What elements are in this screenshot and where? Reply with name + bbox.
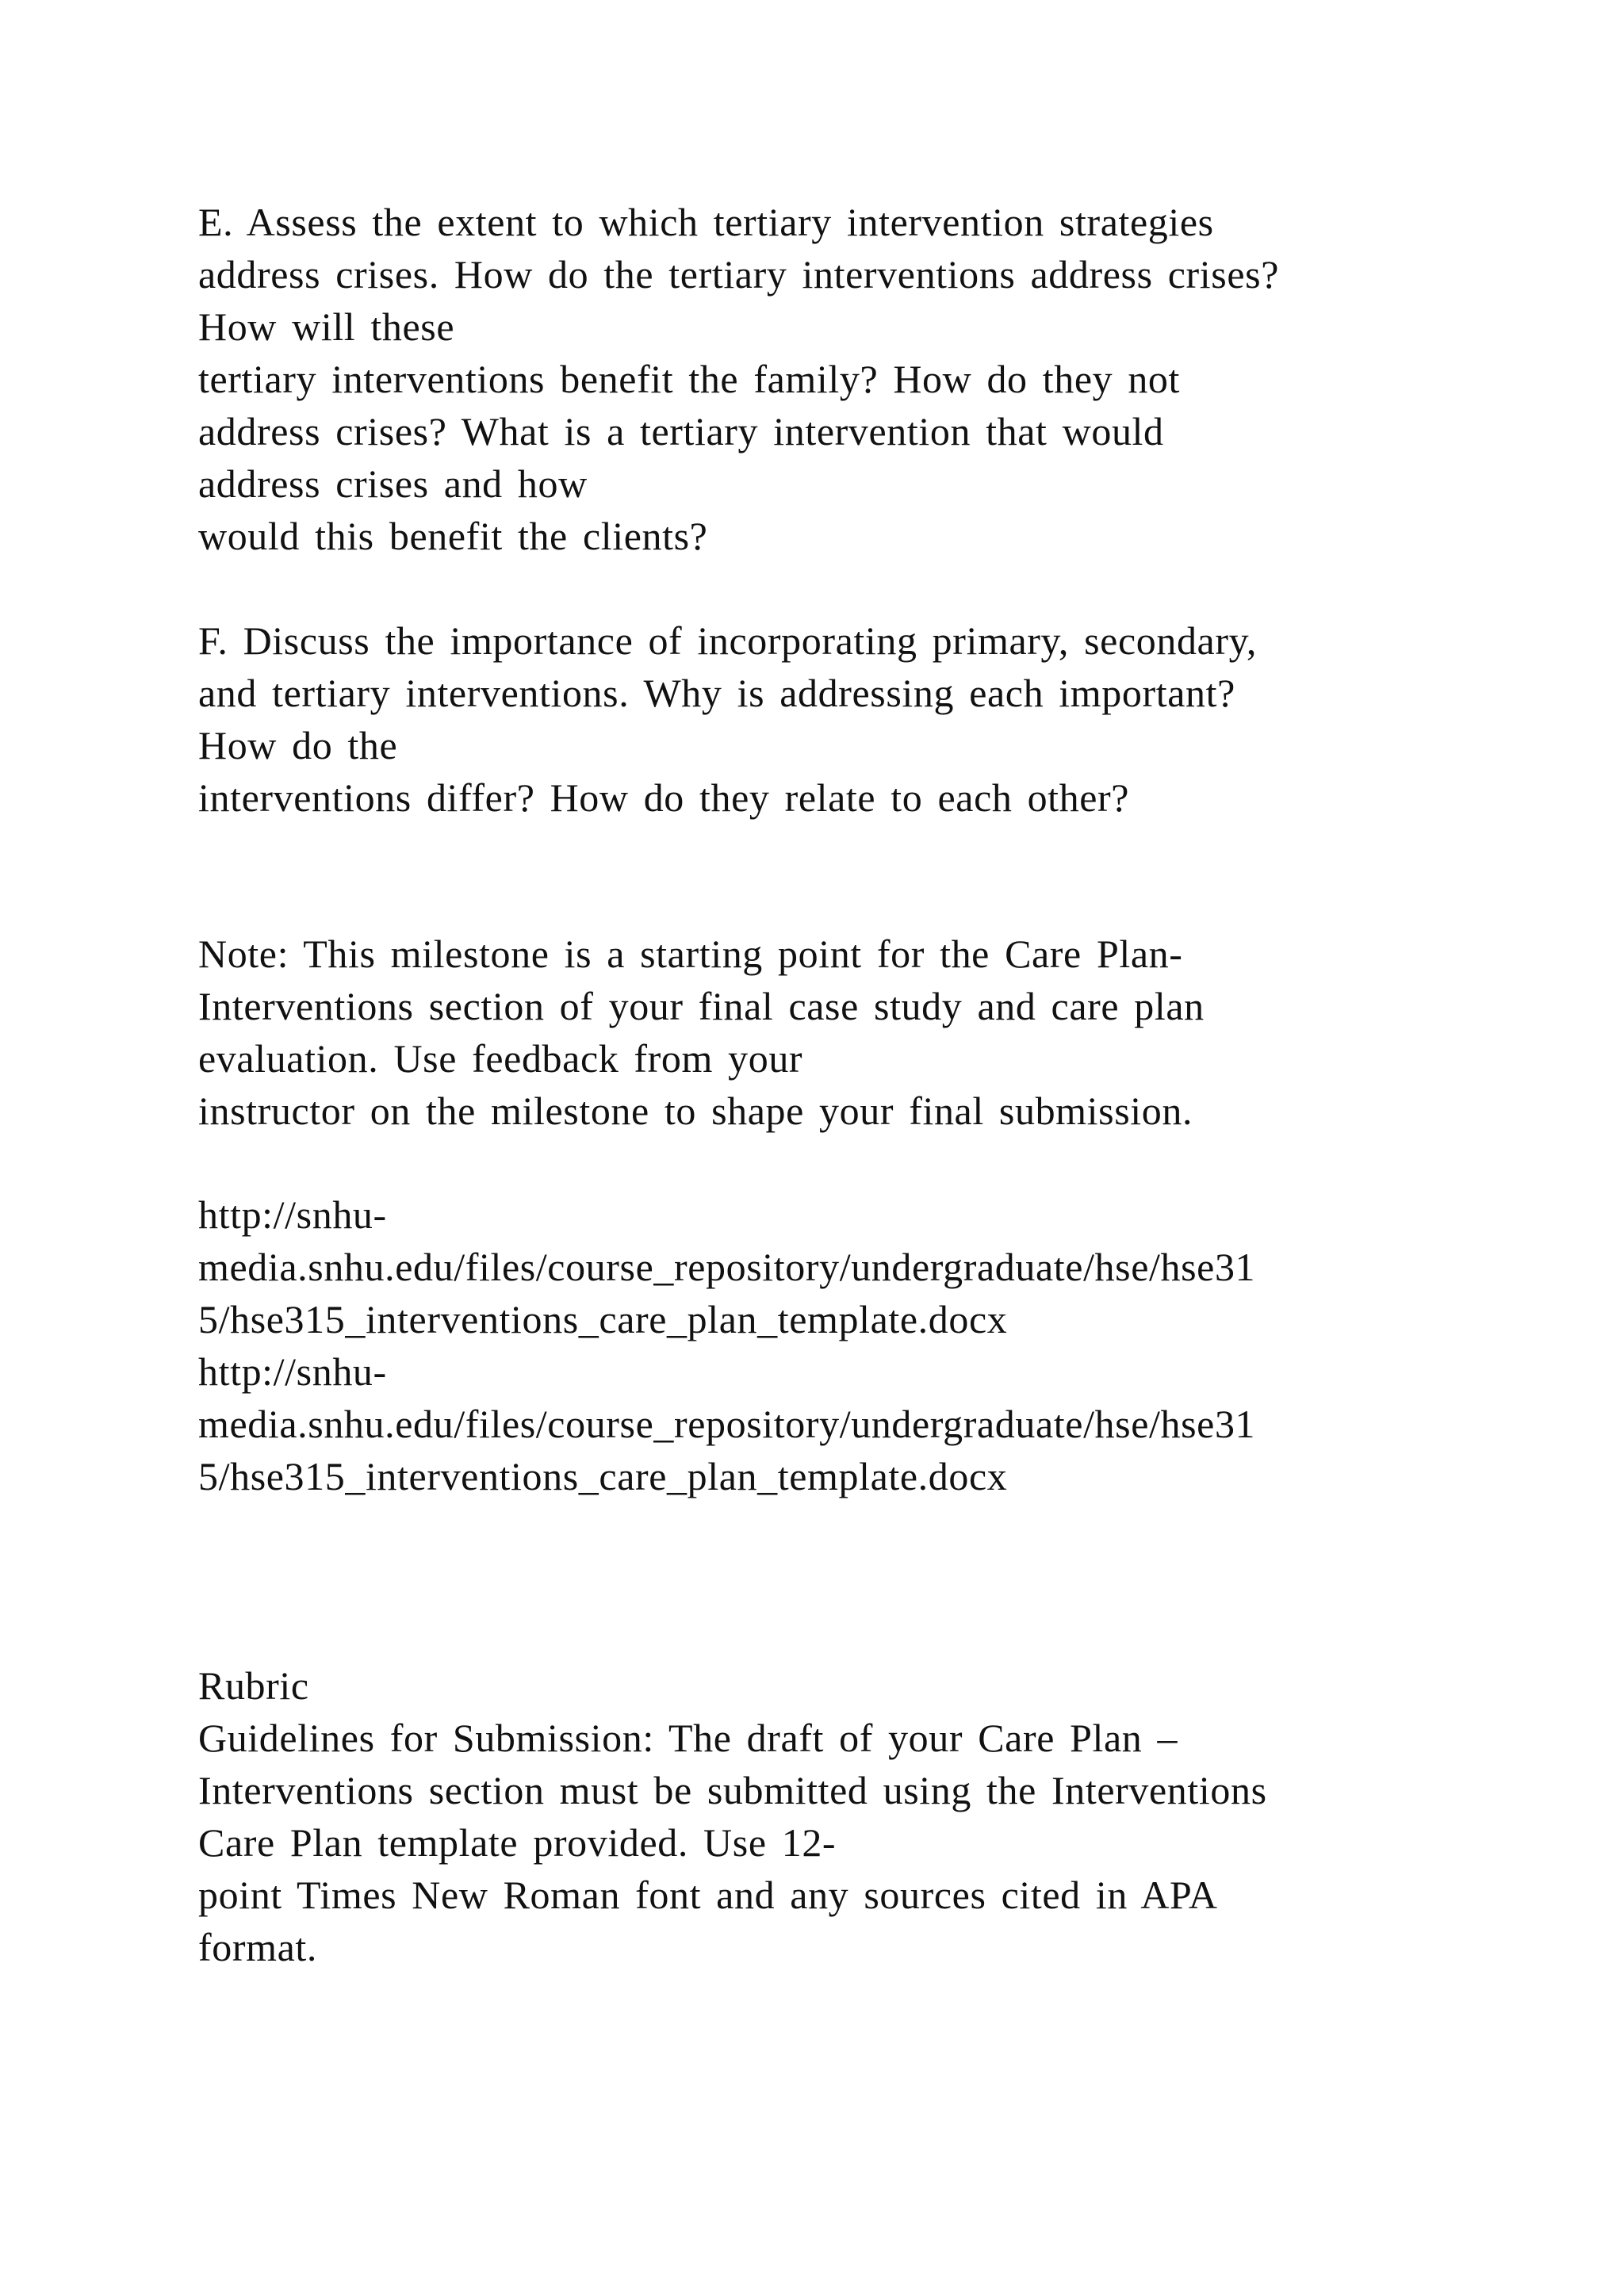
template-link-line: http://snhu- xyxy=(198,1349,387,1394)
note-line: instructor on the milestone to shape your final submission. xyxy=(198,1089,1193,1133)
section-e-line: tertiary interventions benefit the family? How do they not xyxy=(198,357,1181,401)
note-line: Interventions section of your final case study and care plan xyxy=(198,984,1205,1028)
rubric-heading: Rubric xyxy=(198,1663,309,1708)
section-e-line: would this benefit the clients? xyxy=(198,514,708,558)
template-link-line: 5/hse315_interventions_care_plan_template.docx xyxy=(198,1454,1008,1498)
section-e-line: address crises? What is a tertiary intervention that would xyxy=(198,409,1164,453)
note-line: evaluation. Use feedback from your xyxy=(198,1036,803,1081)
template-link-line: media.snhu.edu/files/course_repository/undergraduate/hse/hse31 xyxy=(198,1402,1256,1446)
rubric-line: Interventions section must be submitted using the Interventions xyxy=(198,1768,1267,1812)
section-f-line: How do the xyxy=(198,723,398,767)
template-link-line: http://snhu- xyxy=(198,1192,387,1237)
rubric-line: Guidelines for Submission: The draft of your Care Plan – xyxy=(198,1716,1178,1760)
note-line: Note: This milestone is a starting point for the Care Plan- xyxy=(198,932,1183,976)
template-link-line: media.snhu.edu/files/course_repository/undergraduate/hse/hse31 xyxy=(198,1245,1256,1289)
section-f-line: and tertiary interventions. Why is addressing each important? xyxy=(198,671,1235,715)
section-e-line: address crises and how xyxy=(198,461,588,506)
template-link-line: 5/hse315_interventions_care_plan_template.docx xyxy=(198,1297,1008,1341)
rubric-line: point Times New Roman font and any sources cited in APA xyxy=(198,1873,1218,1917)
rubric-line: Care Plan template provided. Use 12- xyxy=(198,1820,837,1865)
rubric-line: format. xyxy=(198,1925,317,1969)
section-f-line: F. Discuss the importance of incorporating primary, secondary, xyxy=(198,618,1258,663)
section-e-line: How will these xyxy=(198,304,455,349)
section-e-line: address crises. How do the tertiary interventions address crises? xyxy=(198,252,1280,297)
section-e-line: E. Assess the extent to which tertiary intervention strategies xyxy=(198,200,1214,244)
section-f-line: interventions differ? How do they relate to each other? xyxy=(198,775,1130,820)
